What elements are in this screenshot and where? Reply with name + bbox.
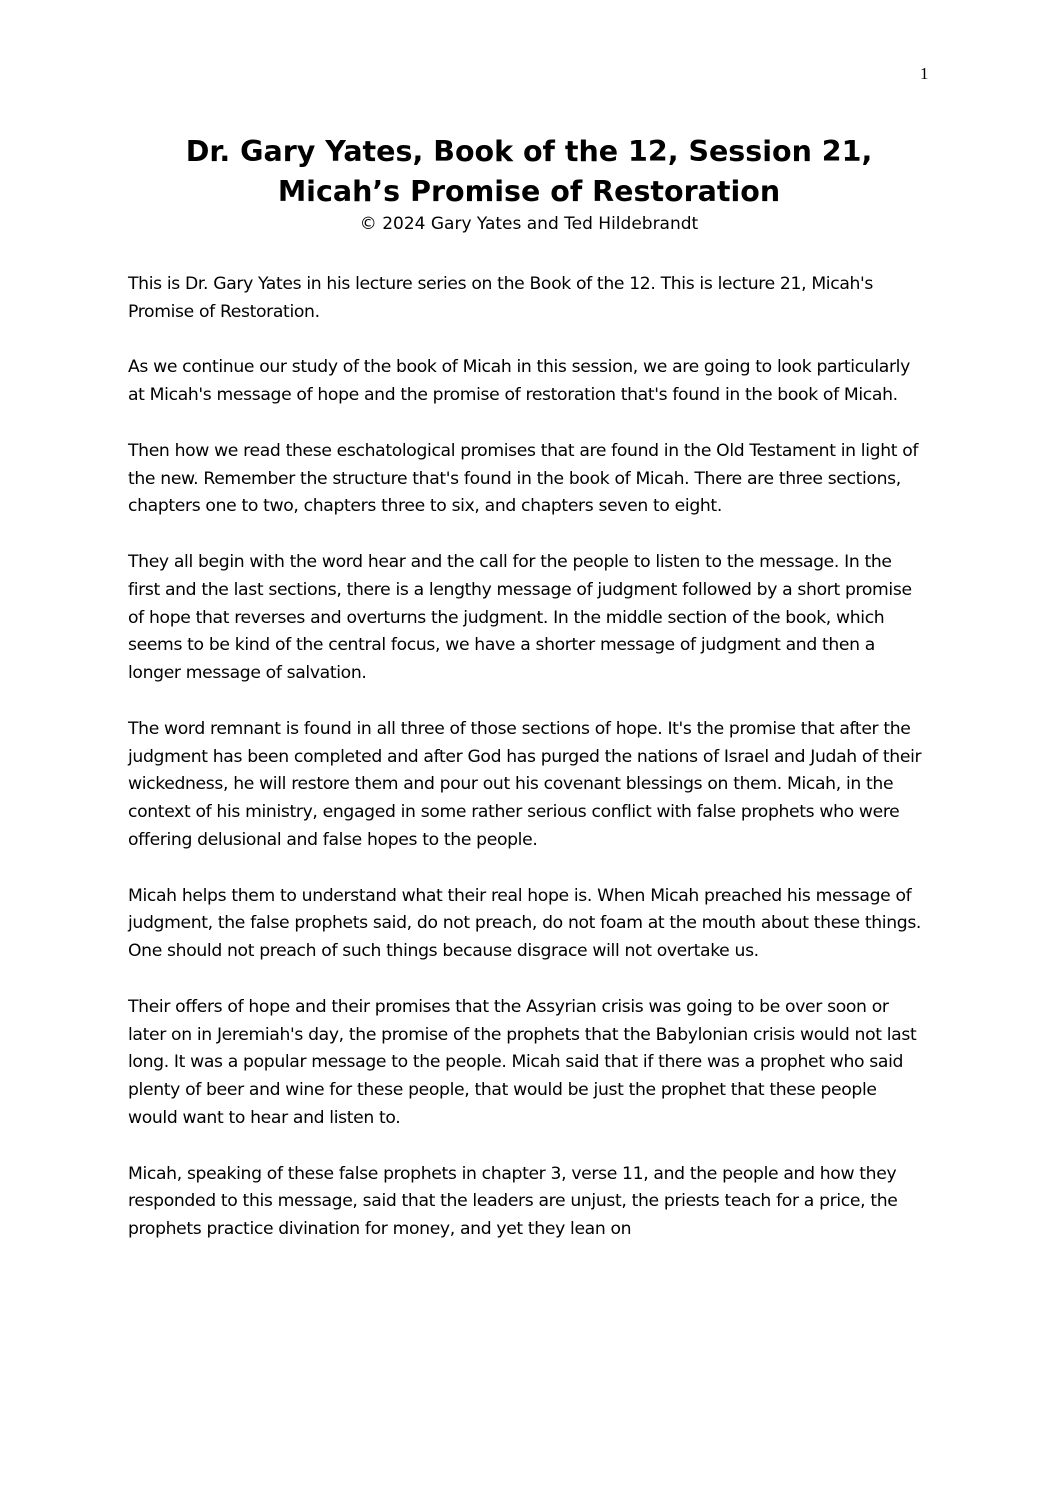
paragraph: This is Dr. Gary Yates in his lecture series on the Book of the 12. This is lecture 21, Micah's Promise of Restoration. bbox=[128, 274, 874, 322]
copyright-notice: © 2024 Gary Yates and Ted Hildebrandt bbox=[359, 214, 699, 234]
paragraph: Micah, speaking of these false prophets in chapter 3, verse 11, and the people and how they responded to this message, said that the leaders are unjust, the priests teach for a price, the prophets practice divination for money, and yet they lean on bbox=[128, 1163, 898, 1240]
page-number: 1 bbox=[920, 64, 929, 83]
document-title-line-1: Dr. Gary Yates, Book of the 12, Session 21, bbox=[185, 135, 873, 168]
paragraph: Then how we read these eschatological promises that are found in the Old Testament in light of the new. Remember the structure that's found in the book of Micah. There are three sections, chapters one to two, chapters three to six, and chapters seven to eight. bbox=[128, 440, 919, 517]
paragraph: Their offers of hope and their promises that the Assyrian crisis was going to be over soon or later on in Jeremiah's day, the promise of the prophets that the Babylonian crisis would not last long. It was a popular message to the people. Micah said that if there was a prophet who said plenty of beer and wine for these people, that would be just the prophet that these people would want to hear and listen to. bbox=[128, 996, 917, 1128]
paragraph: As we continue our study of the book of Micah in this session, we are going to look particularly at Micah's message of hope and the promise of restoration that's found in the book of Micah. bbox=[128, 357, 910, 406]
document-title-line-2: Micah’s Promise of Restoration bbox=[277, 175, 781, 208]
document-body bbox=[128, 271, 928, 1272]
paragraph: Micah helps them to understand what their real hope is. When Micah preached his message of judgment, the false prophets said, do not preach, do not foam at the mouth about these things. One should not preach of such things because disgrace will not overtake us. bbox=[128, 885, 922, 962]
paragraph: They all begin with the word hear and the call for the people to listen to the message. In the first and the last sections, there is a lengthy message of judgment followed by a short promise of hope that reverses and overturns the judgment. In the middle section of the book, which seems to be kind of the central focus, we have a shorter message of judgment and then a longer message of salvation. bbox=[128, 551, 912, 684]
paragraph: The word remnant is found in all three of those sections of hope. It's the promise that after the judgment has been completed and after God has purged the nations of Israel and Judah of their wickedness, he will restore them and pour out his covenant blessings on them. Micah, in the context of his ministry, engaged in some rather serious conflict with false prophets who were offering delusional and false hopes to the people. bbox=[128, 718, 922, 850]
title-block bbox=[0, 132, 1058, 236]
